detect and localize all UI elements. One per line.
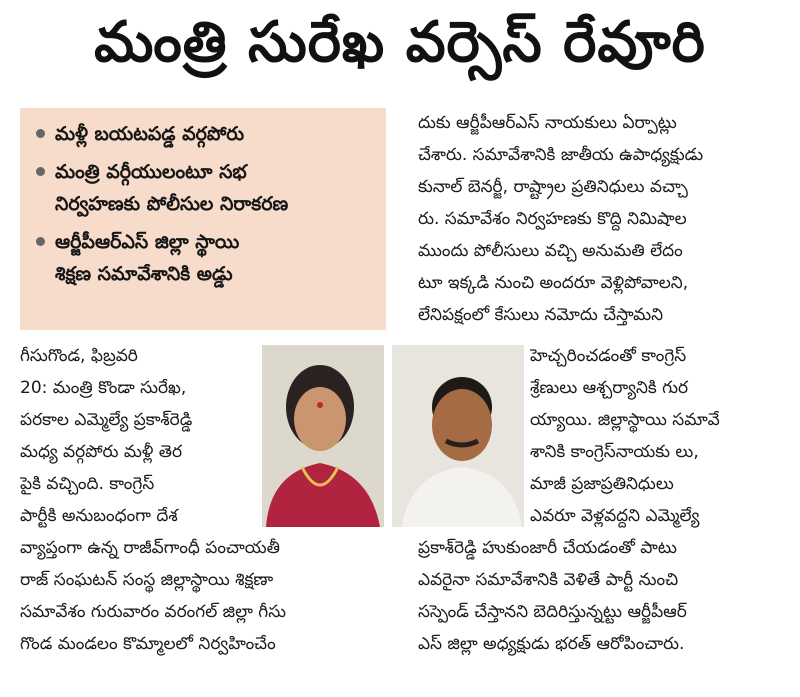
highlight-text [55,156,288,220]
photo-woman [262,345,384,527]
text-line: య్యాయి. జిల్లాస్థాయి సమావే [530,410,720,430]
left-column-text [20,340,258,532]
text-line: ఎస్ జిల్లా అధ్యక్షుడు భరత్ ఆరోపించారు. [418,634,685,654]
bottom-row [20,628,790,660]
highlight-item [32,118,378,150]
text-line: గీసుగొండ, ఫిబ్రవరి [20,346,138,366]
text-line: పైకి వచ్చింది. కాంగ్రెస్ [20,474,155,494]
highlight-line: ఆర్జీపీఆర్ఎస్ జిల్లా స్థాయి [55,231,240,253]
right-column-text [418,107,790,331]
bottom-row [20,564,790,596]
text-line: ముందు పోలీసులు వచ్చి అనుమతి లేదం [418,241,683,261]
bullet-icon [36,129,45,138]
text-line: 20: మంత్రి కొండా సురేఖ, [20,378,187,398]
bullet-icon [36,167,45,176]
highlight-text [55,226,239,290]
text-line: హెచ్చరించడంతో కాంగ్రెస్ [530,346,687,366]
text-line: సమావేశం గురువారం వరంగల్ జిల్లా గీసు [20,602,287,622]
text-line: మాజీ ప్రజాప్రతినిధులు [530,474,674,494]
text-line: పరకాల ఎమ్మెల్యే ప్రకాశ్‌రెడ్డి [20,410,193,430]
text-line: లేనిపక్షంలో కేసులు నమోదు చేస్తామని [418,305,663,325]
text-line: దుకు ఆర్జీపీఆర్ఎస్ నాయకులు ఏర్పాట్లు [418,113,677,133]
text-line: రు. సమావేశం నిర్వహణకు కొద్ది నిమిషాల [418,209,687,229]
wrap-column-text [530,340,790,532]
highlight-line: మళ్లీ బయటపడ్డ వర్గపోరు [55,123,245,145]
text-line: పార్టీకి అనుబంధంగా దేశ [20,506,178,526]
highlight-line: మంత్రి వర్గీయులంటూ సభ [55,161,247,183]
bottom-row [20,596,790,628]
bullet-icon [36,237,45,246]
photo-man [392,345,524,527]
text-line: టూ ఇక్కడి నుంచి అందరూ వెళ్లిపోవాలని, [418,273,689,293]
text-line: సస్పెండ్ చేస్తానని బెదిరిస్తున్నట్టు ఆర్జీపీఆర్ [418,602,687,622]
highlight-line: నిర్వహణకు పోలీసుల నిరాకరణ [55,193,289,215]
text-line: ఎవరైనా సమావేశానికి వెళితే పార్టీ నుంచి [418,570,679,590]
highlight-line: శిక్షణ సమావేశానికి అడ్డు [55,263,233,285]
text-line: శ్రేణులు ఆశ్చర్యానికి గుర [530,378,689,398]
text-line: ప్రకాశ్‌రెడ్డి హుకుంజారీ చేయడంతో పాటు [418,538,677,558]
bottom-row [20,532,790,564]
highlight-text [55,118,244,150]
highlight-item [32,226,378,290]
highlight-item [32,156,378,220]
text-line: గొండ మండలం కొమ్మాలలో నిర్వహించేం [20,634,276,654]
text-line: మధ్య వర్గపోరు మళ్లీ తెర [20,442,183,462]
highlights-box [20,108,386,330]
text-line: శానికి కాంగ్రెస్‌నాయకు లు, [530,442,699,462]
text-line: రాజ్ సంఘటన్ సంస్థ జిల్లాస్థాయి శిక్షణా [20,570,274,590]
bottom-text [20,532,790,660]
headline: మంత్రి సురేఖ వర్సెస్ రేవూరి [94,9,706,75]
text-line: వ్యాప్తంగా ఉన్న రాజీవ్‌గాంధీ పంచాయతీ [20,538,280,558]
text-line: చేశారు. సమావేశానికి జాతీయ ఉపాధ్యక్షుడు [418,145,704,165]
text-line: ఎవరూ వెళ్లవద్దని ఎమ్మెల్యే [530,506,700,526]
text-line: కునాల్ బెనర్జీ, రాష్ట్రాల ప్రతినిధులు వచ్చా [418,177,688,197]
